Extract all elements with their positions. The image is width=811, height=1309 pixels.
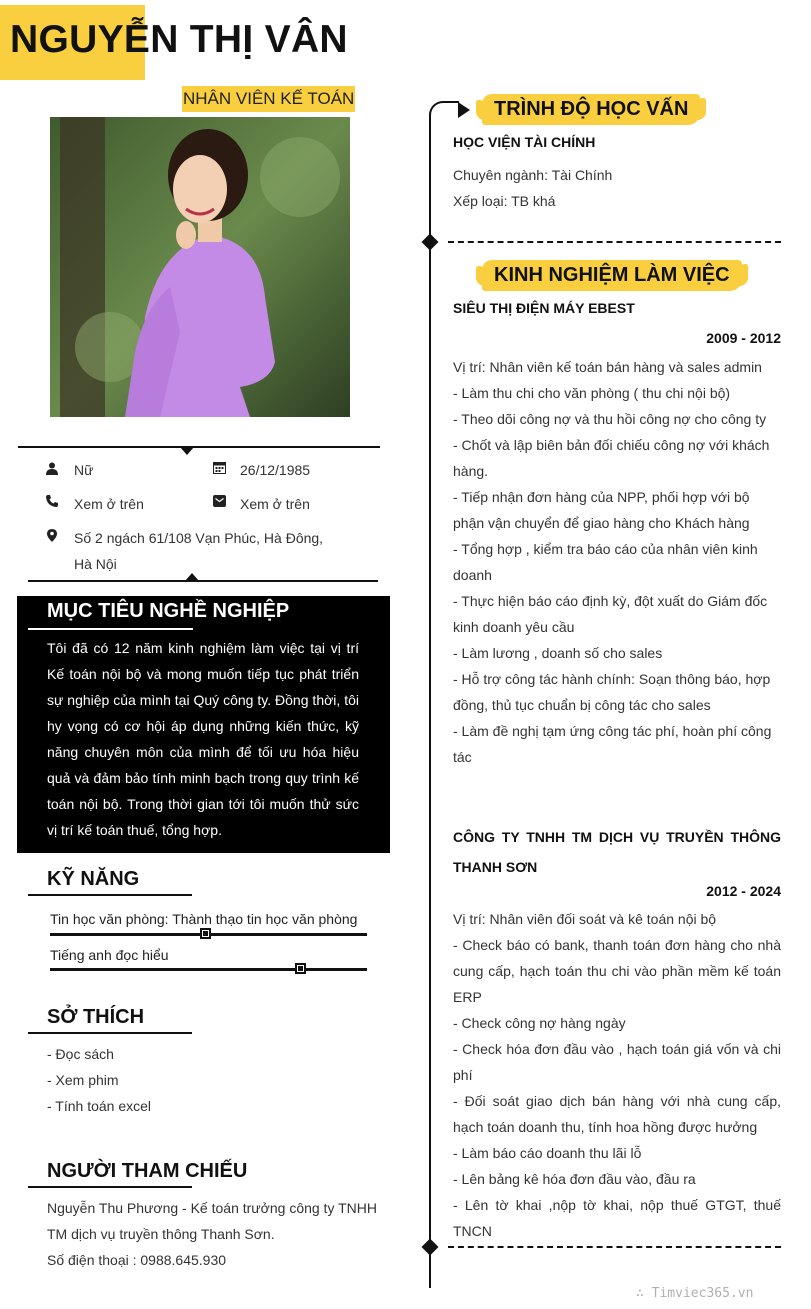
- education-major: Chuyên ngành: Tài Chính: [453, 167, 613, 183]
- job-line: - Hỗ trợ công tác hành chính: Soạn thông báo, hợp đồng, thủ tục chuẩn bị công tác cho sales: [453, 671, 771, 713]
- skill-level-handle: [295, 963, 306, 974]
- objective-text: Tôi đã có 12 năm kinh nghiệm làm việc tại vị trí Kế toán nội bộ và mong muốn tiếp tục phát triển sự nghiệp của mình tại Quý công ty. Đồng thời, tôi hy vọng có cơ hội áp dụng những kiến thức, kỹ năng chuyên môn của mình để tối ưu hóa hiệu quả và đảm bảo tính minh bạch trong quy trình kế toán nội bộ. Trong thời gian tới tôi muốn thử sức vị trí kế toán thuế, tổng hợp.: [47, 640, 359, 838]
- skill-level-handle: [200, 928, 211, 939]
- job-line: - Tiếp nhận đơn hàng của NPP, phối hợp với bộ phận vận chuyển để giao hàng cho Khách hàng: [453, 489, 750, 531]
- references-title-underline: [28, 1186, 192, 1188]
- hobbies-title: SỞ THÍCH: [47, 1006, 145, 1028]
- objective-title-underline: [28, 628, 193, 630]
- candidate-name: NGUYỄN THỊ VÂN: [10, 18, 348, 61]
- job-description: [453, 354, 781, 770]
- references-title: NGƯỜI THAM CHIẾU: [47, 1160, 248, 1182]
- job-line: - Đối soát giao dịch bán hàng với nhà cung cấp, hạch toán doanh thu, tính hoa hồng được hưởng: [453, 1093, 781, 1135]
- job-line: - Thực hiện báo cáo định kỳ, đột xuất do Giám đốc kinh doanh yêu cầu: [453, 593, 768, 635]
- location-icon: [45, 529, 59, 545]
- hobbies-title-underline: [28, 1032, 192, 1034]
- job-line: - Theo dõi công nợ và thu hồi công nợ cho công ty: [453, 411, 767, 427]
- phone-icon: [45, 495, 59, 510]
- info-divider-top: [18, 446, 380, 448]
- hobby-item: - Tính toán excel: [47, 1098, 152, 1114]
- divider-arrow-up: [185, 573, 199, 581]
- job-line: - Check công nợ hàng ngày: [453, 1015, 626, 1031]
- timeline-arrow-head: [458, 102, 470, 118]
- profile-photo: [50, 117, 350, 417]
- job-line: - Làm báo cáo doanh thu lãi lỗ: [453, 1145, 642, 1161]
- job-line: Vị trí: Nhân viên kế toán bán hàng và sales admin: [453, 359, 762, 375]
- job-company: SIÊU THỊ ĐIỆN MÁY EBEST: [453, 300, 635, 316]
- skills-title-underline: [28, 894, 192, 896]
- hobby-item: - Xem phim: [47, 1072, 119, 1088]
- job-period: 2012 - 2024: [706, 883, 781, 899]
- email-value: Xem ở trên: [240, 496, 310, 512]
- section-separator: [448, 1246, 781, 1248]
- job-line: - Làm thu chi cho văn phòng ( thu chi nội bộ): [453, 385, 731, 401]
- reference-phone: Số điện thoại : 0988.645.930: [47, 1252, 227, 1268]
- address-line-2: Hà Nội: [74, 556, 117, 572]
- job-company: CÔNG TY TNHH TM DỊCH VỤ TRUYỀN THÔNG THANH SƠN: [453, 829, 781, 875]
- calendar-icon: [212, 461, 226, 477]
- job-description: [453, 906, 781, 1244]
- info-divider-bottom: [28, 580, 378, 582]
- reference-line: TM dịch vụ truyền thông Thanh Sơn.: [47, 1226, 275, 1242]
- timeline-diamond: [422, 1239, 439, 1256]
- user-icon: [45, 462, 59, 478]
- job-line: Vị trí: Nhân viên đối soát và kê toán nội bộ: [453, 911, 717, 927]
- timeline-line: [429, 118, 431, 1288]
- timeline-diamond: [422, 234, 439, 251]
- birthday-value: 26/12/1985: [240, 462, 311, 478]
- phone-value: Xem ở trên: [74, 496, 144, 512]
- experience-title: KINH NGHIỆM LÀM VIỆC: [482, 260, 742, 291]
- address-line-1: Số 2 ngách 61/108 Vạn Phúc, Hà Đông,: [74, 530, 324, 546]
- education-school: HỌC VIỆN TÀI CHÍNH: [453, 134, 596, 150]
- job-line: - Tổng hợp , kiểm tra báo cáo của nhân viên kinh doanh: [453, 541, 758, 583]
- skill-label: Tiếng anh đọc hiểu: [50, 947, 169, 963]
- objective-title: MỤC TIÊU NGHỀ NGHIỆP: [47, 600, 290, 622]
- timeline-arrow-curve: [429, 101, 459, 121]
- job-line: - Chốt và lập biên bản đối chiếu công nợ với khách hàng.: [453, 437, 770, 479]
- job-title: NHÂN VIÊN KẾ TOÁN: [182, 86, 355, 112]
- education-grade: Xếp loại: TB khá: [453, 193, 556, 209]
- section-separator: [448, 241, 781, 243]
- job-line: - Làm lương , doanh số cho sales: [453, 645, 663, 661]
- job-line: - Lên tờ khai ,nộp tờ khai, nộp thuế GTGT, thuế TNCN: [453, 1197, 781, 1239]
- gender-value: Nữ: [74, 462, 94, 478]
- education-title: TRÌNH ĐỘ HỌC VẤN: [482, 94, 700, 125]
- email-icon: [212, 495, 226, 510]
- divider-arrow-down: [180, 447, 194, 455]
- job-line: - Lên bảng kê hóa đơn đầu vào, đầu ra: [453, 1171, 696, 1187]
- skills-title: KỸ NĂNG: [47, 868, 140, 890]
- watermark: ∴ Timviec365.vn: [636, 1286, 754, 1301]
- job-line: - Check báo có bank, thanh toán đơn hàng cho nhà cung cấp, hạch toán thu chi vào phần mềm kế toán ERP: [453, 937, 781, 1005]
- reference-line: Nguyễn Thu Phương - Kế toán trưởng công ty TNHH: [47, 1200, 377, 1216]
- job-line: - Làm đề nghị tạm ứng công tác phí, hoàn phí công tác: [453, 723, 772, 765]
- skill-label: Tin học văn phòng: Thành thạo tin học văn phòng: [50, 911, 358, 927]
- skill-bar: [50, 968, 367, 971]
- watermark-text: Timviec365.vn: [651, 1286, 754, 1301]
- job-period: 2009 - 2012: [706, 330, 781, 346]
- job-line: - Check hóa đơn đầu vào , hạch toán giá vốn và chi phí: [453, 1041, 781, 1083]
- hobby-item: - Đọc sách: [47, 1046, 114, 1062]
